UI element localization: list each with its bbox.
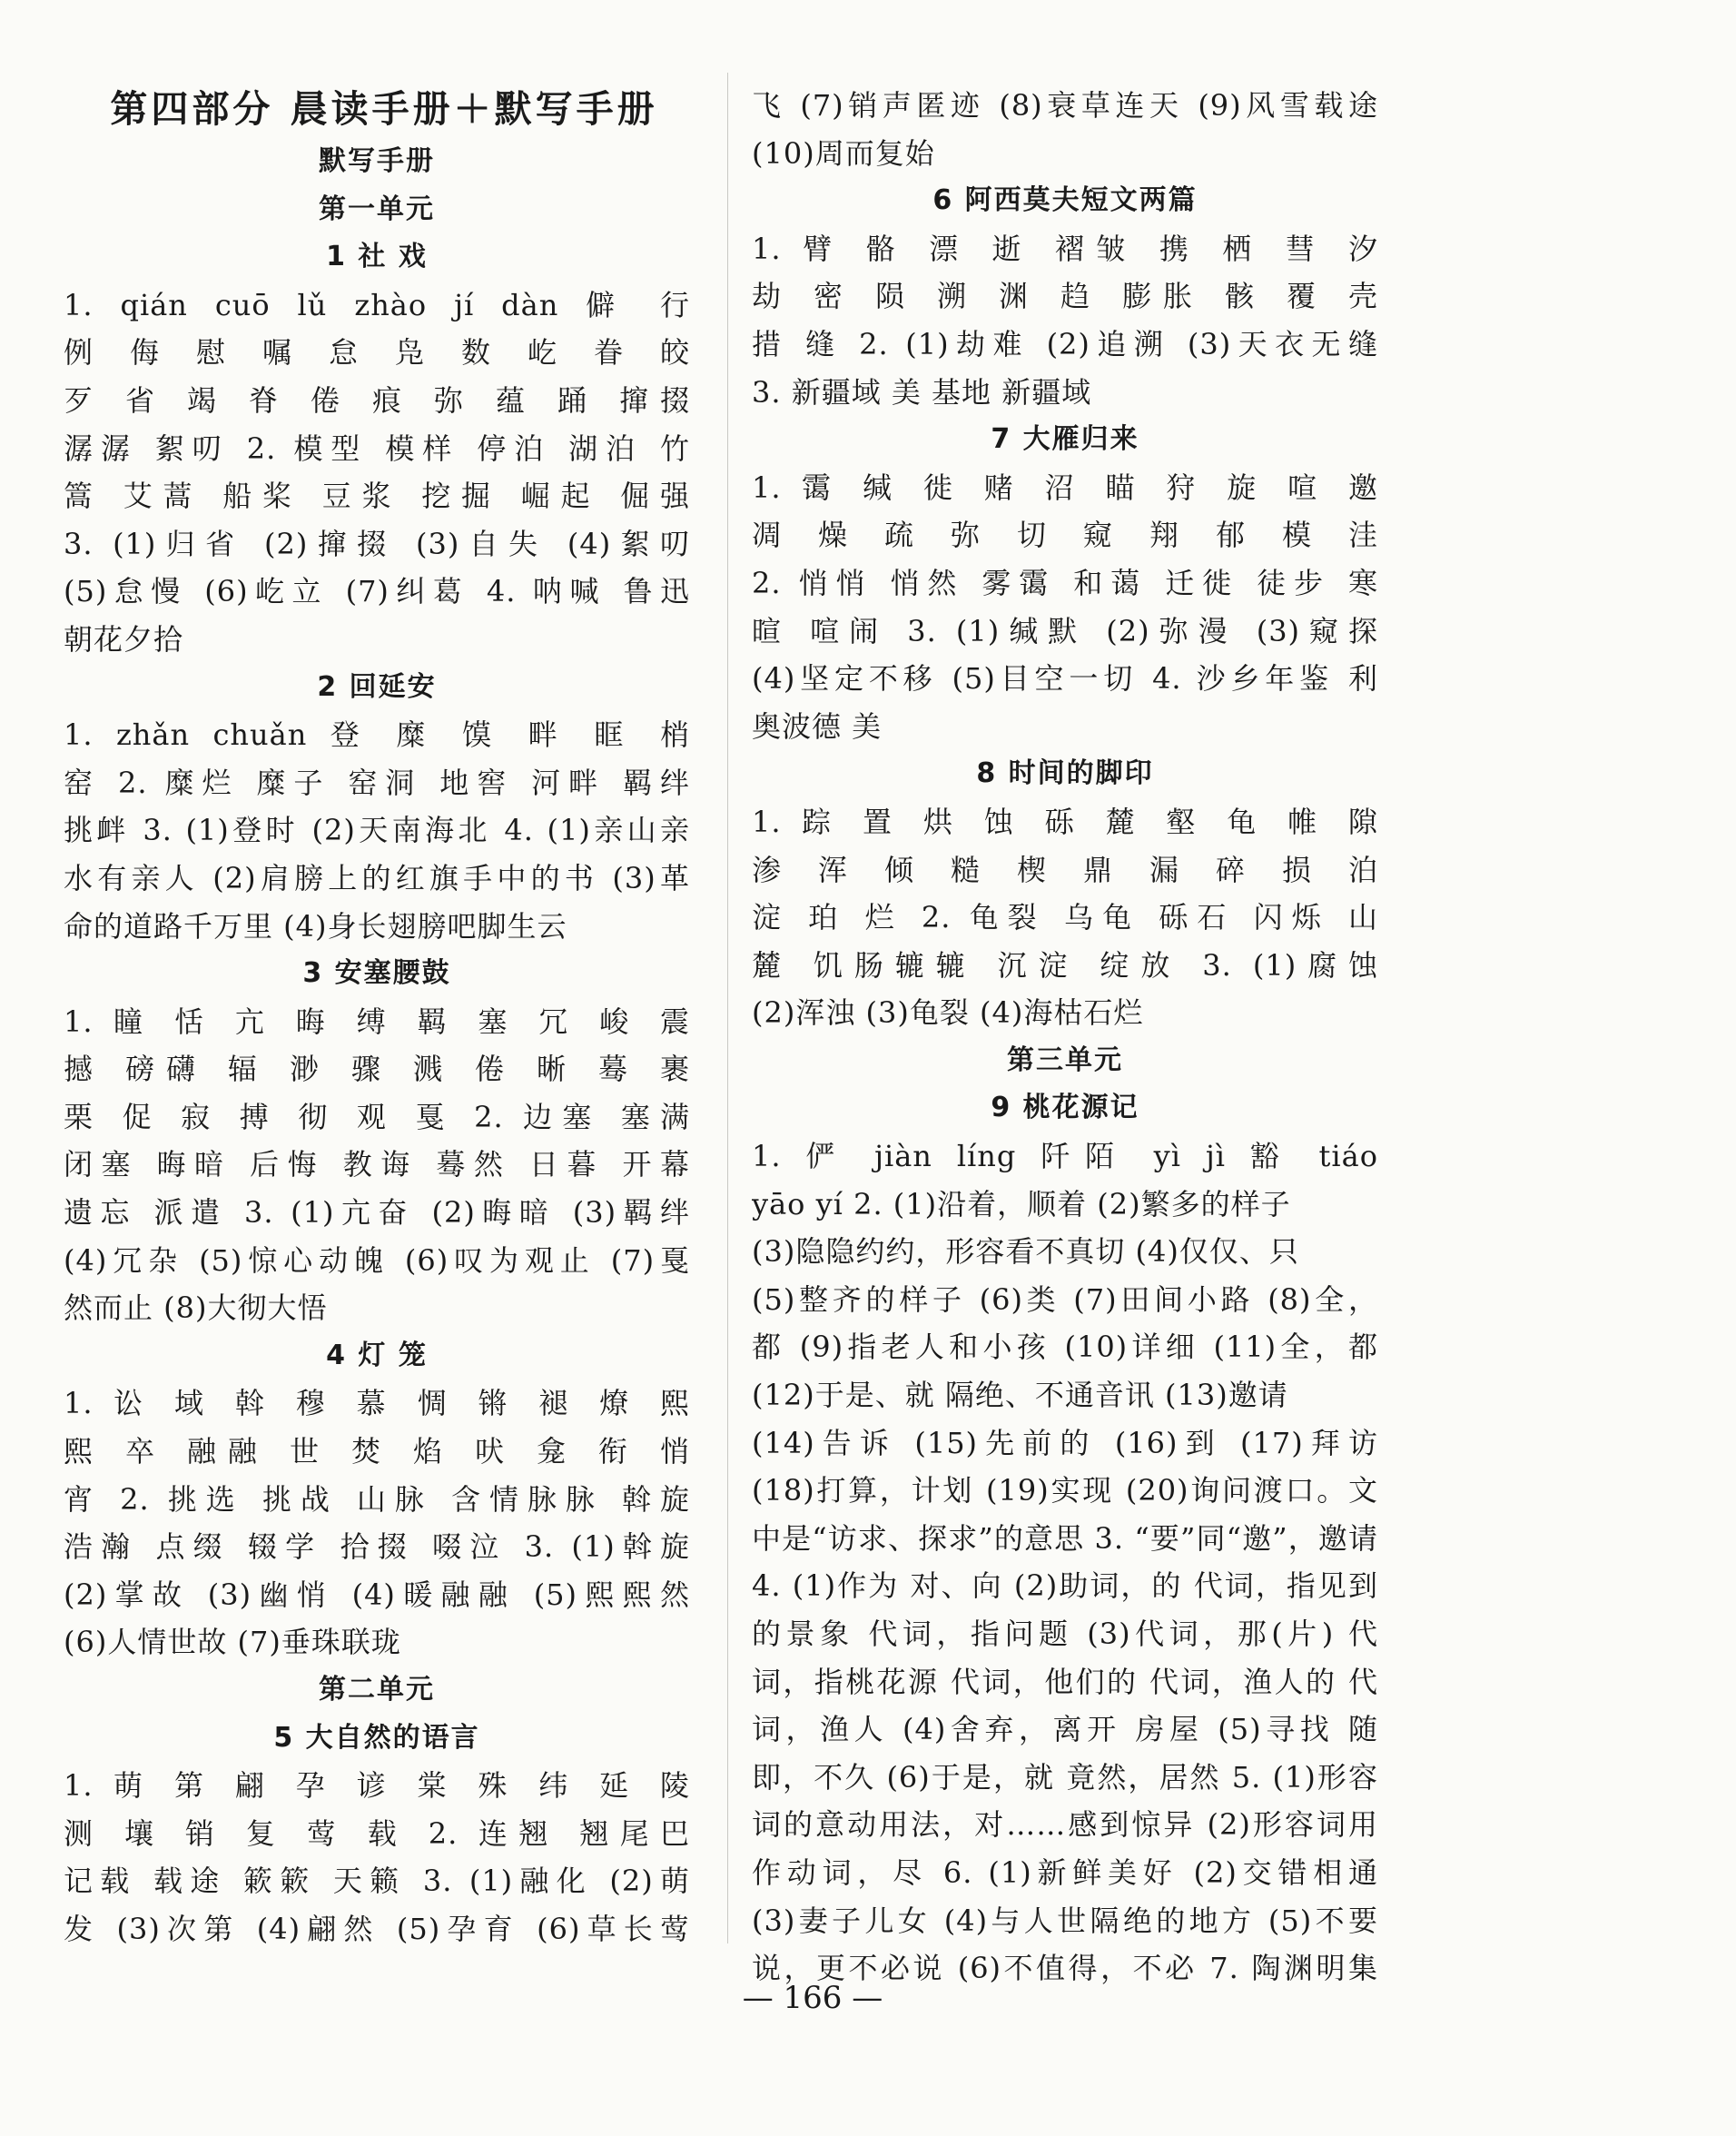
answer-line: 歹 省 竭 脊 倦 痕 弥 蕴 踊 撺掇 — [64, 382, 690, 418]
answer-line: 撼 磅礴 辐 渺 骤 溅 倦 晰 蓦 裹 — [64, 1052, 690, 1087]
answer-line: (3)妻子儿女 (4)与人世隔绝的地方 (5)不要 — [752, 1903, 1378, 1938]
answer-line: 劫 密 陨 溯 渊 趋 膨胀 骸 覆 壳 — [752, 279, 1378, 314]
column-divider — [727, 73, 728, 1943]
answer-line: 4. (1)作为 对、向 (2)助词，的 代词，指见到 — [752, 1568, 1378, 1604]
answer-line: 1. 瞳 恬 亢 晦 缚 羁 塞 冗 峻 震 — [64, 1004, 690, 1039]
answer-line: 窑 2. 糜烂 糜子 窑洞 地窖 河畔 羁绊 — [64, 765, 690, 800]
section-heading: 默写手册 — [319, 145, 435, 177]
answer-line: 闭塞 晦暗 后悔 教诲 蓦然 日暮 开幕 — [64, 1147, 690, 1182]
left-column — [64, 138, 690, 1953]
answer-line: 麓 饥肠辘辘 沉淀 绽放 3. (1)腐蚀 — [752, 947, 1378, 983]
section-heading: 第一单元 — [319, 193, 435, 225]
section-heading: 第二单元 — [319, 1674, 435, 1706]
answer-line: (4)冗杂 (5)惊心动魄 (6)叹为观止 (7)戛 — [64, 1242, 690, 1278]
answer-line: (2)掌故 (3)幽悄 (4)暖融融 (5)熙熙然 — [64, 1577, 690, 1612]
answer-line: 1. 臂 骼 漂 逝 褶皱 携 栖 彗 汐 — [752, 231, 1378, 266]
answer-line: 2. 悄悄 悄然 雾霭 和蔼 迁徙 徒步 寒 — [752, 565, 1378, 600]
section-heading: 第三单元 — [1007, 1043, 1123, 1076]
answer-line: 潺潺 絮叨 2. 模型 模样 停泊 湖泊 竹 — [64, 430, 690, 466]
answer-line: 熙 卒 融融 世 焚 焰 吠 龛 衔 悄 — [64, 1434, 690, 1469]
answer-line: (18)打算，计划 (19)实现 (20)询问渡口。文 — [752, 1473, 1378, 1508]
answer-line: (14)告诉 (15)先前的 (16)到 (17)拜访 — [752, 1425, 1378, 1460]
answer-line: 1. qián cuō lǔ zhào jí dàn 僻 行 — [64, 287, 690, 322]
answer-line: 1. zhǎn chuǎn 登 糜 馍 畔 眶 梢 — [64, 717, 690, 753]
answer-line: 命的道路千万里 (4)身长翅膀吧脚生云 — [64, 908, 567, 944]
answer-line: 凋 燥 疏 弥 切 窥 翔 郁 模 洼 — [752, 518, 1378, 553]
answer-line: yāo yí 2. (1)沿着，顺着 (2)繁多的样子 — [752, 1186, 1291, 1221]
answer-line: 1. 讼 域 斡 穆 慕 惆 锵 褪 燎 熙 — [64, 1386, 690, 1421]
answer-line: 1. 俨 jiàn líng 阡陌 yì jì 豁 tiáo — [752, 1139, 1378, 1174]
answer-line: 浩瀚 点缀 辍学 拾掇 啜泣 3. (1)斡旋 — [64, 1529, 690, 1565]
answer-line: 3. 新疆域 美 基地 新疆域 — [752, 374, 1092, 410]
answer-line: 测 壤 销 复 莺 载 2. 连翘 翘尾巴 — [64, 1815, 690, 1851]
section-heading: 4 灯 笼 — [326, 1339, 428, 1371]
answer-line: 3. (1)归省 (2)撺掇 (3)自失 (4)絮叨 — [64, 526, 690, 561]
answer-line: 淀 珀 烂 2. 龟裂 乌龟 砾石 闪烁 山 — [752, 900, 1378, 935]
answer-line: 然而止 (8)大彻大悟 — [64, 1290, 328, 1326]
section-heading: 9 桃花源记 — [991, 1092, 1139, 1124]
answer-line: 遗忘 派遣 3. (1)亢奋 (2)晦暗 (3)羁绊 — [64, 1195, 690, 1231]
answer-line: 词，指桃花源 代词，他们的 代词，渔人的 代 — [752, 1664, 1378, 1699]
answer-line: 即，不久 (6)于是，就 竟然，居然 5. (1)形容 — [752, 1759, 1378, 1795]
answer-line: (5)怠慢 (6)屹立 (7)纠葛 4. 呐喊 鲁迅 — [64, 574, 690, 609]
answer-line: 的景象 代词，指问题 (3)代词，那(片) 代 — [752, 1617, 1378, 1651]
answer-line: (10)周而复始 — [752, 135, 935, 171]
answer-line: 作动词，尽 6. (1)新鲜美好 (2)交错相通 — [752, 1854, 1378, 1890]
answer-line: 栗 促 寂 搏 彻 观 戛 2. 边塞 塞满 — [64, 1099, 690, 1134]
answer-line: 暄 喧闹 3. (1)缄默 (2)弥漫 (3)窥探 — [752, 613, 1378, 648]
answer-line: 1. 萌 第 翩 孕 谚 棠 殊 纬 延 陵 — [64, 1768, 690, 1804]
answer-line: (2)浑浊 (3)龟裂 (4)海枯石烂 — [752, 995, 1144, 1031]
answer-line: 奥波德 美 — [752, 708, 883, 744]
answer-line: 中是“访求、探求”的意思 3. “要”同“邀”，邀请 — [752, 1520, 1378, 1556]
section-heading: 1 社 戏 — [326, 241, 428, 273]
answer-line: 篙 艾蒿 船桨 豆浆 挖掘 崛起 倔强 — [64, 479, 690, 514]
answer-line: 记载 载途 簌簌 天籁 3. (1)融化 (2)萌 — [64, 1864, 690, 1899]
answer-line: 措 缝 2. (1)劫难 (2)追溯 (3)天衣无缝 — [752, 326, 1378, 361]
answer-line: 词，渔人 (4)舍弃，离开 房屋 (5)寻找 随 — [752, 1712, 1378, 1747]
answer-line: (3)隐隐约约，形容看不真切 (4)仅仅、只 — [752, 1234, 1299, 1270]
answer-line: 挑衅 3. (1)登时 (2)天南海北 4. (1)亲山亲 — [64, 813, 690, 848]
answer-line: 词的意动用法，对……感到惊异 (2)形容词用 — [752, 1807, 1378, 1843]
section-heading: 5 大自然的语言 — [273, 1721, 480, 1754]
answer-line: 宵 2. 挑选 挑战 山脉 含情脉脉 斡旋 — [64, 1481, 690, 1517]
page-number: — 166 — — [742, 1980, 883, 2016]
answer-line: (5)整齐的样子 (6)类 (7)田间小路 (8)全， — [752, 1281, 1378, 1317]
answer-line: 都 (9)指老人和小孩 (10)详细 (11)全，都 — [752, 1330, 1378, 1365]
right-column — [752, 82, 1378, 1993]
answer-line: 渗 浑 倾 糙 楔 鼎 漏 碎 损 泊 — [752, 852, 1378, 887]
section-heading: 2 回延安 — [317, 670, 437, 703]
answer-line: (12)于是、就 隔绝、不通音讯 (13)邀请 — [752, 1378, 1288, 1413]
answer-line: 水有亲人 (2)肩膀上的红旗手中的书 (3)革 — [64, 860, 690, 895]
answer-line: 例 侮 慰 嘱 怠 凫 数 屹 眷 皎 — [64, 335, 690, 371]
section-heading: 3 安塞腰鼓 — [302, 957, 451, 990]
section-heading: 8 时间的脚印 — [976, 757, 1154, 790]
section-heading: 6 阿西莫夫短文两篇 — [932, 184, 1198, 217]
answer-line: 说，更不必说 (6)不值得，不必 7. 陶渊明集 — [752, 1951, 1378, 1986]
answer-line: 飞 (7)销声匿迹 (8)衰草连天 (9)风雪载途 — [752, 88, 1378, 123]
answer-line: 发 (3)次第 (4)翩然 (5)孕育 (6)草长莺 — [64, 1911, 690, 1946]
answer-line: (4)坚定不移 (5)目空一切 4. 沙乡年鉴 利 — [752, 661, 1378, 697]
answer-line: (6)人情世故 (7)垂珠联珑 — [64, 1625, 401, 1660]
answer-line: 1. 霭 缄 徙 赌 沼 瞄 狩 旋 喧 邀 — [752, 470, 1378, 505]
section-heading: 7 大雁归来 — [991, 423, 1139, 456]
page-header: 第四部分 晨读手册＋默写手册 — [110, 87, 658, 131]
answer-line: 1. 踪 置 烘 蚀 砾 麓 壑 龟 帷 隙 — [752, 804, 1378, 839]
answer-line: 朝花夕拾 — [64, 621, 184, 657]
